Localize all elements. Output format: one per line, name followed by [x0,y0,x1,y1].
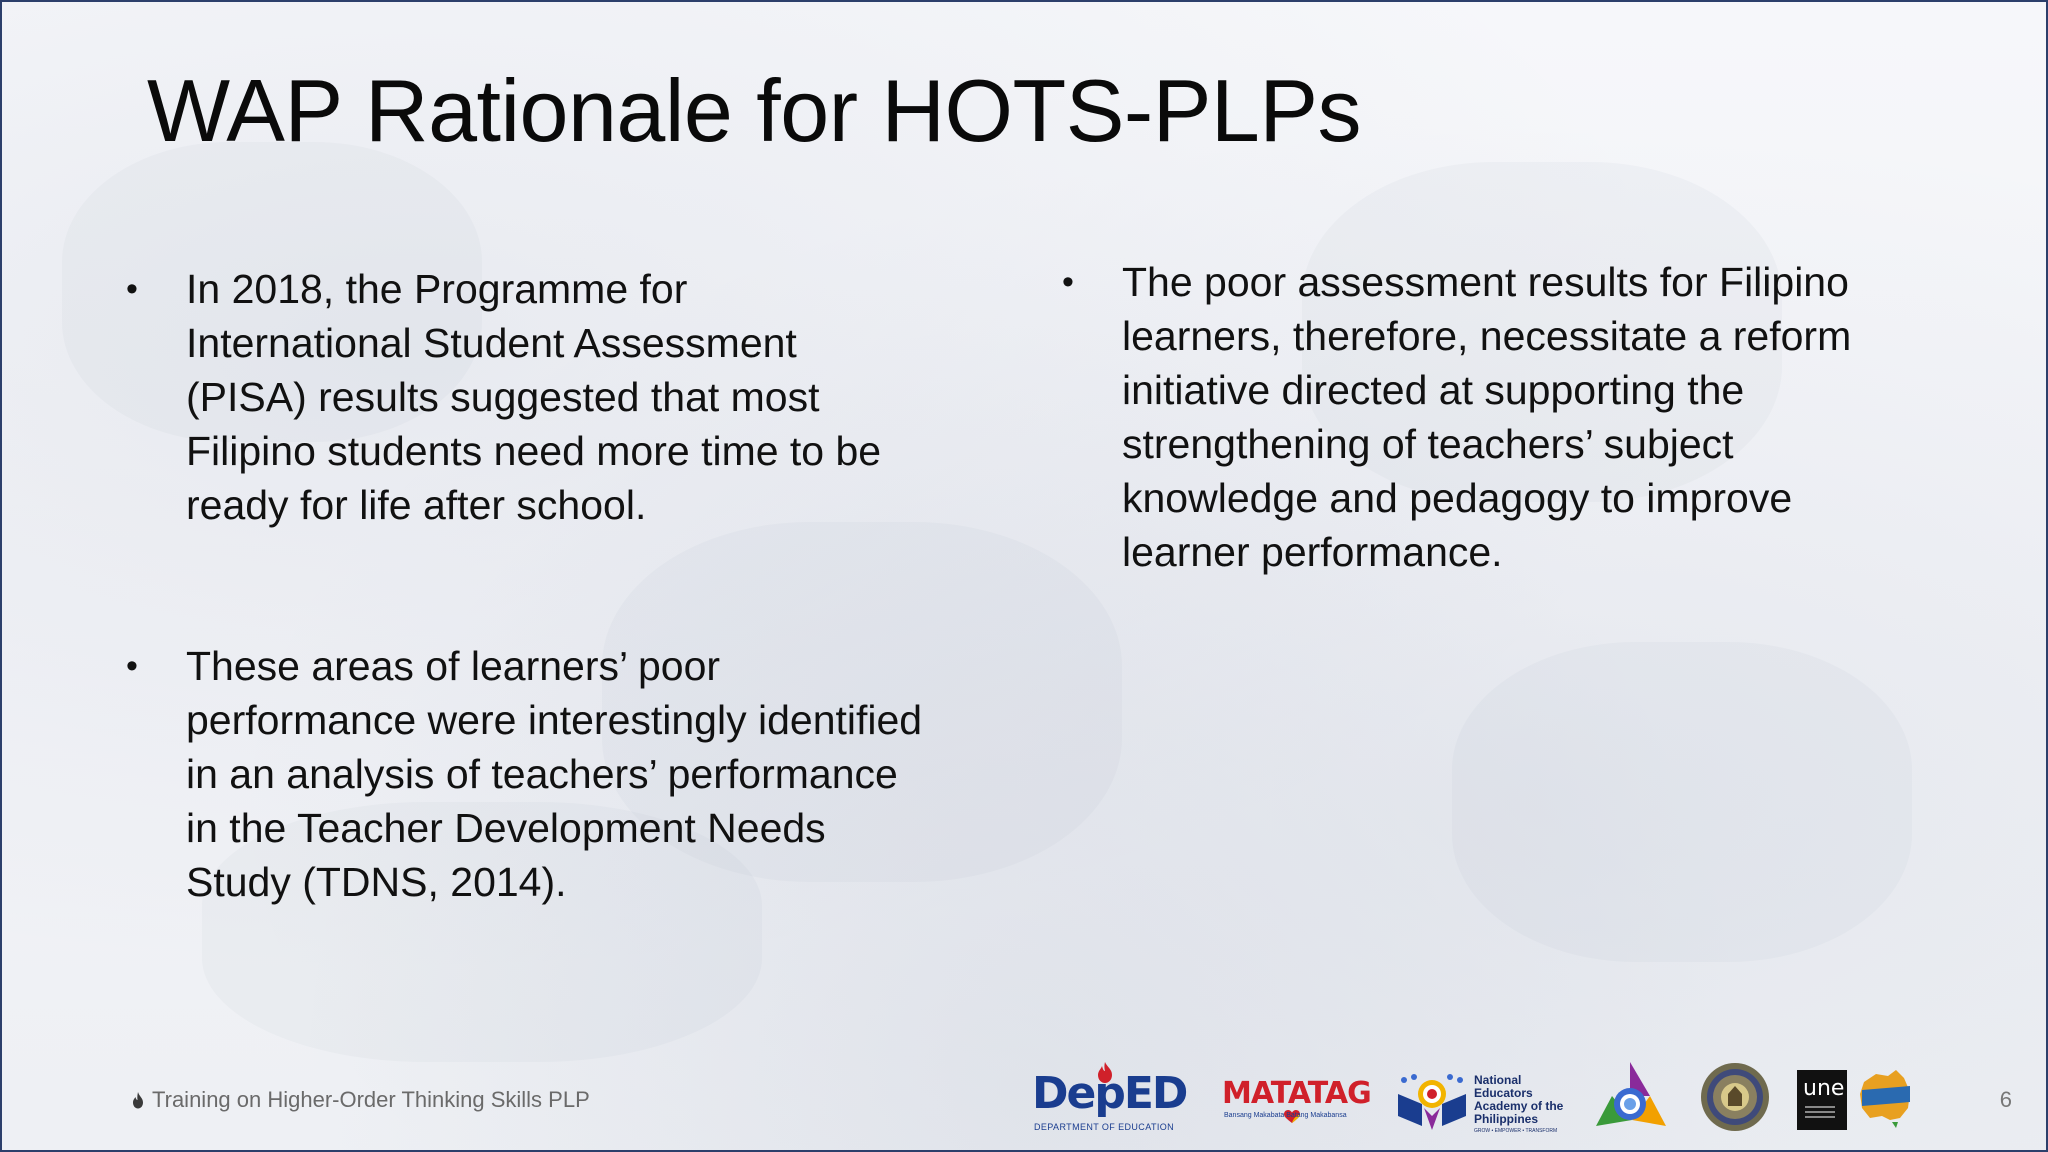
background-texture [1452,642,1912,962]
bullet-text: These areas of learners’ poor performance were interestingly identified in an analysis of teachers’ performance in the Teacher Development Needs Study (TDNS, 2014). [186,643,923,905]
bullet-marker: • [126,270,138,308]
slide-title: WAP Rationale for HOTS-PLPs [147,61,1362,160]
bullet-item [126,639,1026,919]
matatag-subtitle: Bansang Makabata Batang Makabansa [1224,1112,1347,1119]
neap-logo [1392,1060,1582,1140]
neap-tagline: GROW • EMPOWER • TRANSFORM [1474,1128,1558,1134]
deped-logo [1032,1060,1192,1140]
deped-wordmark: DepED [1032,1068,1187,1119]
australia-map-icon [1856,1068,1914,1130]
bullet-text: In 2018, the Programme for International Student Assessment (PISA) results suggested that most Filipino students need more time to be ready for life after school. [186,266,882,528]
simerr-logo [1856,1068,1916,1132]
university-seal-icon [1700,1062,1770,1132]
une-logo [1797,1070,1847,1130]
neap-emblem-icon [1394,1074,1470,1130]
deped-subtitle: DEPARTMENT OF EDUCATION [1034,1122,1175,1132]
footer-course-title [132,1087,590,1113]
bullet-marker: • [1062,263,1074,301]
une-subtext-lines [1805,1106,1835,1108]
matatag-wordmark: MATATAG [1222,1076,1371,1111]
triangle-ring-icon [1592,1060,1668,1136]
matatag-logo [1222,1060,1372,1140]
flame-icon [132,1092,144,1109]
bullet-marker: • [126,647,138,685]
bullet-item [126,262,1026,542]
footer-text-label: Training on Higher-Order Thinking Skills PLP [152,1087,590,1112]
bullet-item [1062,255,2022,585]
neap-name: National Educators Academy of the Philippines [1474,1073,1564,1126]
seal-logo [1700,1062,1774,1136]
une-wordmark: une [1803,1076,1845,1101]
bullet-text: The poor assessment results for Filipino learners, therefore, necessitate a reform initiative directed at supporting the strengthening of teachers’ subject knowledge and pedagogy to improve learner performance. [1122,259,1852,575]
ring-logo [1592,1060,1672,1140]
page-number: 6 [1999,1087,2012,1112]
